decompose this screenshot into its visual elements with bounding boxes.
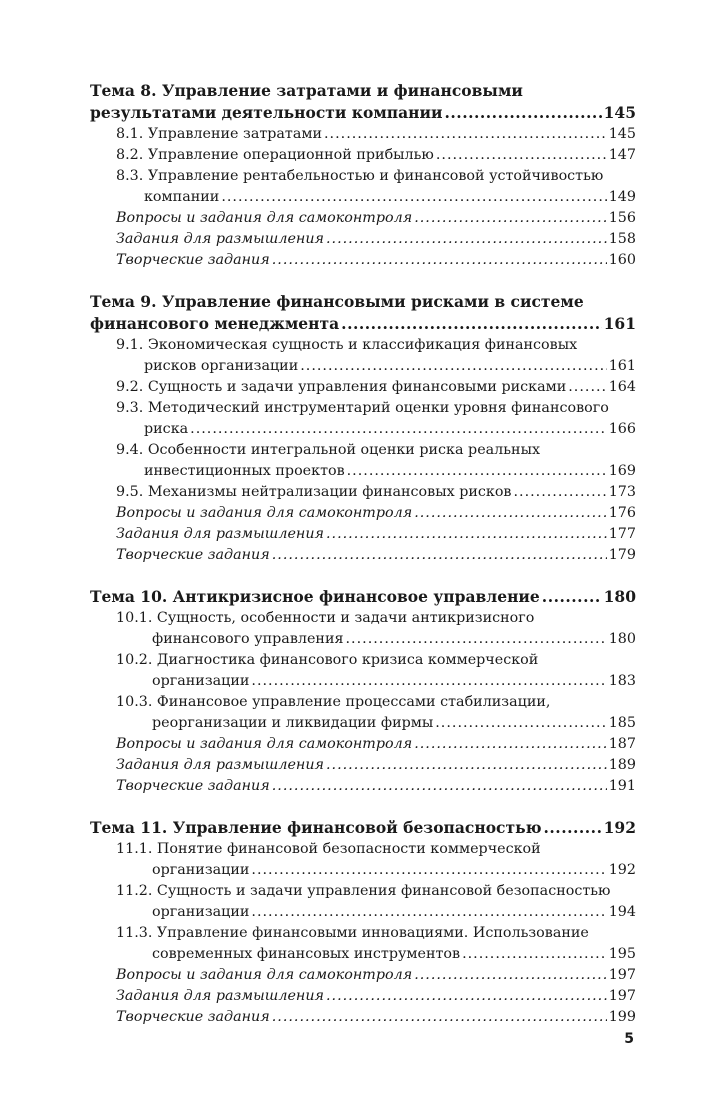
subsection-text: 8.1. Управление затратами bbox=[116, 126, 323, 142]
subsection-text: риска bbox=[144, 421, 189, 437]
section-title-line bbox=[90, 313, 636, 335]
table-of-contents bbox=[90, 80, 636, 1048]
subsection-text: 9.2. Сущность и задачи управления финансовыми рисками bbox=[116, 379, 567, 395]
section-title-line bbox=[90, 291, 636, 313]
extra-entry bbox=[90, 503, 636, 524]
extra-label: Задания для размышления bbox=[116, 988, 324, 1004]
subsection-text: организации bbox=[152, 904, 250, 920]
subsection-text: 11.2. Сущность и задачи управления финансовой безопасностью bbox=[116, 883, 611, 899]
subsection-line bbox=[90, 124, 636, 145]
extra-page-number: 187 bbox=[608, 736, 636, 752]
subsection-text: 10.1. Сущность, особенности и задачи антикризисного bbox=[116, 610, 535, 626]
dot-leader bbox=[435, 713, 606, 734]
extra-label: Вопросы и задания для самоконтроля bbox=[116, 210, 413, 226]
dot-leader bbox=[190, 419, 607, 440]
dot-leader bbox=[326, 229, 607, 250]
dot-leader bbox=[544, 817, 602, 839]
subsection-text: компании bbox=[144, 189, 220, 205]
dot-leader bbox=[414, 734, 607, 755]
extra-page-number: 158 bbox=[608, 231, 636, 247]
subsection-page-number: 149 bbox=[608, 189, 636, 205]
subsection-page-number: 161 bbox=[608, 358, 636, 374]
subsection-page-number: 164 bbox=[608, 379, 636, 395]
subsection-text: инвестиционных проектов bbox=[144, 463, 345, 479]
extra-page-number: 197 bbox=[608, 967, 636, 983]
dot-leader bbox=[251, 671, 606, 692]
dot-leader bbox=[326, 986, 607, 1007]
dot-leader bbox=[272, 250, 607, 271]
subsection-line bbox=[90, 440, 636, 461]
subsection-text: 8.2. Управление операционной прибылью bbox=[116, 147, 434, 163]
page-number: 5 bbox=[624, 1031, 634, 1047]
subsection-line bbox=[90, 377, 636, 398]
extra-page-number: 160 bbox=[608, 252, 636, 268]
subsection-line bbox=[90, 839, 636, 860]
subsection-text: 9.1. Экономическая сущность и классификация финансовых bbox=[116, 337, 578, 353]
subsection-text: 10.3. Финансовое управление процессами стабилизации, bbox=[116, 694, 551, 710]
extra-entry bbox=[90, 208, 636, 229]
subsection-line bbox=[90, 419, 636, 440]
section-title-line bbox=[90, 102, 636, 124]
extra-entry bbox=[90, 965, 636, 986]
extra-label: Творческие задания bbox=[116, 778, 270, 794]
dot-leader bbox=[272, 545, 607, 566]
subsection-text: 10.2. Диагностика финансового кризиса коммерческой bbox=[116, 652, 539, 668]
subsection-line bbox=[90, 608, 636, 629]
extra-page-number: 156 bbox=[608, 210, 636, 226]
subsection-text: 9.3. Методический инструментарий оценки уровня финансового bbox=[116, 400, 609, 416]
subsection-line bbox=[90, 166, 636, 187]
subsection-line bbox=[90, 923, 636, 944]
extra-page-number: 177 bbox=[608, 526, 636, 542]
subsection-line bbox=[90, 335, 636, 356]
toc-section bbox=[90, 291, 636, 566]
extra-page-number: 191 bbox=[608, 778, 636, 794]
dot-leader bbox=[436, 145, 607, 166]
toc-section bbox=[90, 586, 636, 797]
extra-entry bbox=[90, 986, 636, 1007]
section-title-line bbox=[90, 80, 636, 102]
subsection-page-number: 195 bbox=[608, 946, 636, 962]
toc-section bbox=[90, 80, 636, 271]
dot-leader bbox=[272, 776, 607, 797]
subsection-line bbox=[90, 145, 636, 166]
extra-label: Творческие задания bbox=[116, 252, 270, 268]
section-title-text: Тема 8. Управление затратами и финансовыми bbox=[90, 81, 523, 100]
extra-entry bbox=[90, 250, 636, 271]
dot-leader bbox=[251, 860, 606, 881]
subsection-line bbox=[90, 356, 636, 377]
section-title-line bbox=[90, 817, 636, 839]
section-title-text: Тема 11. Управление финансовой безопасностью bbox=[90, 818, 542, 837]
dot-leader bbox=[542, 586, 602, 608]
extra-entry bbox=[90, 755, 636, 776]
dot-leader bbox=[326, 755, 607, 776]
dot-leader bbox=[568, 377, 606, 398]
extra-label: Вопросы и задания для самоконтроля bbox=[116, 967, 413, 983]
dot-leader bbox=[414, 965, 607, 986]
extra-entry bbox=[90, 545, 636, 566]
subsection-line bbox=[90, 713, 636, 734]
subsection-text: современных финансовых инструментов bbox=[152, 946, 461, 962]
dot-leader bbox=[272, 1007, 607, 1028]
section-title-text: финансового менеджмента bbox=[90, 314, 340, 333]
subsection-line bbox=[90, 398, 636, 419]
extra-entry bbox=[90, 524, 636, 545]
subsection-text: финансового управления bbox=[152, 631, 344, 647]
dot-leader bbox=[341, 313, 601, 335]
subsection-line bbox=[90, 692, 636, 713]
subsection-line bbox=[90, 482, 636, 503]
dot-leader bbox=[513, 482, 606, 503]
subsection-page-number: 166 bbox=[608, 421, 636, 437]
extra-label: Творческие задания bbox=[116, 1009, 270, 1025]
subsection-page-number: 185 bbox=[608, 715, 636, 731]
subsection-page-number: 192 bbox=[608, 862, 636, 878]
subsection-line bbox=[90, 461, 636, 482]
section-page-number: 192 bbox=[603, 818, 636, 837]
extra-page-number: 189 bbox=[608, 757, 636, 773]
subsection-line bbox=[90, 881, 636, 902]
section-page-number: 161 bbox=[603, 314, 636, 333]
dot-leader bbox=[221, 187, 606, 208]
subsection-page-number: 169 bbox=[608, 463, 636, 479]
extra-entry bbox=[90, 229, 636, 250]
subsection-text: рисков организации bbox=[144, 358, 299, 374]
dot-leader bbox=[300, 356, 606, 377]
subsection-line bbox=[90, 650, 636, 671]
dot-leader bbox=[346, 629, 607, 650]
extra-label: Задания для размышления bbox=[116, 757, 324, 773]
section-title-text: Тема 9. Управление финансовыми рисками в системе bbox=[90, 292, 584, 311]
dot-leader bbox=[445, 102, 602, 124]
subsection-line bbox=[90, 629, 636, 650]
subsection-page-number: 194 bbox=[608, 904, 636, 920]
subsection-text: реорганизации и ликвидации фирмы bbox=[152, 715, 434, 731]
subsection-text: организации bbox=[152, 673, 250, 689]
toc-section bbox=[90, 817, 636, 1028]
subsection-line bbox=[90, 860, 636, 881]
extra-label: Вопросы и задания для самоконтроля bbox=[116, 736, 413, 752]
subsection-page-number: 183 bbox=[608, 673, 636, 689]
extra-entry bbox=[90, 1007, 636, 1028]
section-title-text: Тема 10. Антикризисное финансовое управление bbox=[90, 587, 540, 606]
subsection-text: 8.3. Управление рентабельностью и финансовой устойчивостью bbox=[116, 168, 604, 184]
dot-leader bbox=[326, 524, 607, 545]
dot-leader bbox=[324, 124, 607, 145]
section-page-number: 180 bbox=[603, 587, 636, 606]
subsection-line bbox=[90, 944, 636, 965]
subsection-page-number: 180 bbox=[608, 631, 636, 647]
extra-label: Задания для размышления bbox=[116, 231, 324, 247]
subsection-line bbox=[90, 671, 636, 692]
subsection-page-number: 145 bbox=[608, 126, 636, 142]
extra-entry bbox=[90, 734, 636, 755]
subsection-text: 11.3. Управление финансовыми инновациями. Использование bbox=[116, 925, 589, 941]
subsection-text: 9.5. Механизмы нейтрализации финансовых рисков bbox=[116, 484, 512, 500]
extra-label: Вопросы и задания для самоконтроля bbox=[116, 505, 413, 521]
subsection-text: 11.1. Понятие финансовой безопасности коммерческой bbox=[116, 841, 541, 857]
dot-leader bbox=[347, 461, 607, 482]
subsection-page-number: 147 bbox=[608, 147, 636, 163]
subsection-line bbox=[90, 902, 636, 923]
extra-label: Творческие задания bbox=[116, 547, 270, 563]
extra-page-number: 176 bbox=[608, 505, 636, 521]
extra-page-number: 179 bbox=[608, 547, 636, 563]
extra-label: Задания для размышления bbox=[116, 526, 324, 542]
subsection-line bbox=[90, 187, 636, 208]
subsection-text: организации bbox=[152, 862, 250, 878]
dot-leader bbox=[462, 944, 607, 965]
subsection-page-number: 173 bbox=[608, 484, 636, 500]
section-title-line bbox=[90, 586, 636, 608]
dot-leader bbox=[414, 503, 607, 524]
subsection-text: 9.4. Особенности интегральной оценки риска реальных bbox=[116, 442, 541, 458]
extra-page-number: 199 bbox=[608, 1009, 636, 1025]
extra-entry bbox=[90, 776, 636, 797]
section-title-text: результатами деятельности компании bbox=[90, 103, 443, 122]
dot-leader bbox=[414, 208, 607, 229]
section-page-number: 145 bbox=[603, 103, 636, 122]
dot-leader bbox=[251, 902, 606, 923]
extra-page-number: 197 bbox=[608, 988, 636, 1004]
